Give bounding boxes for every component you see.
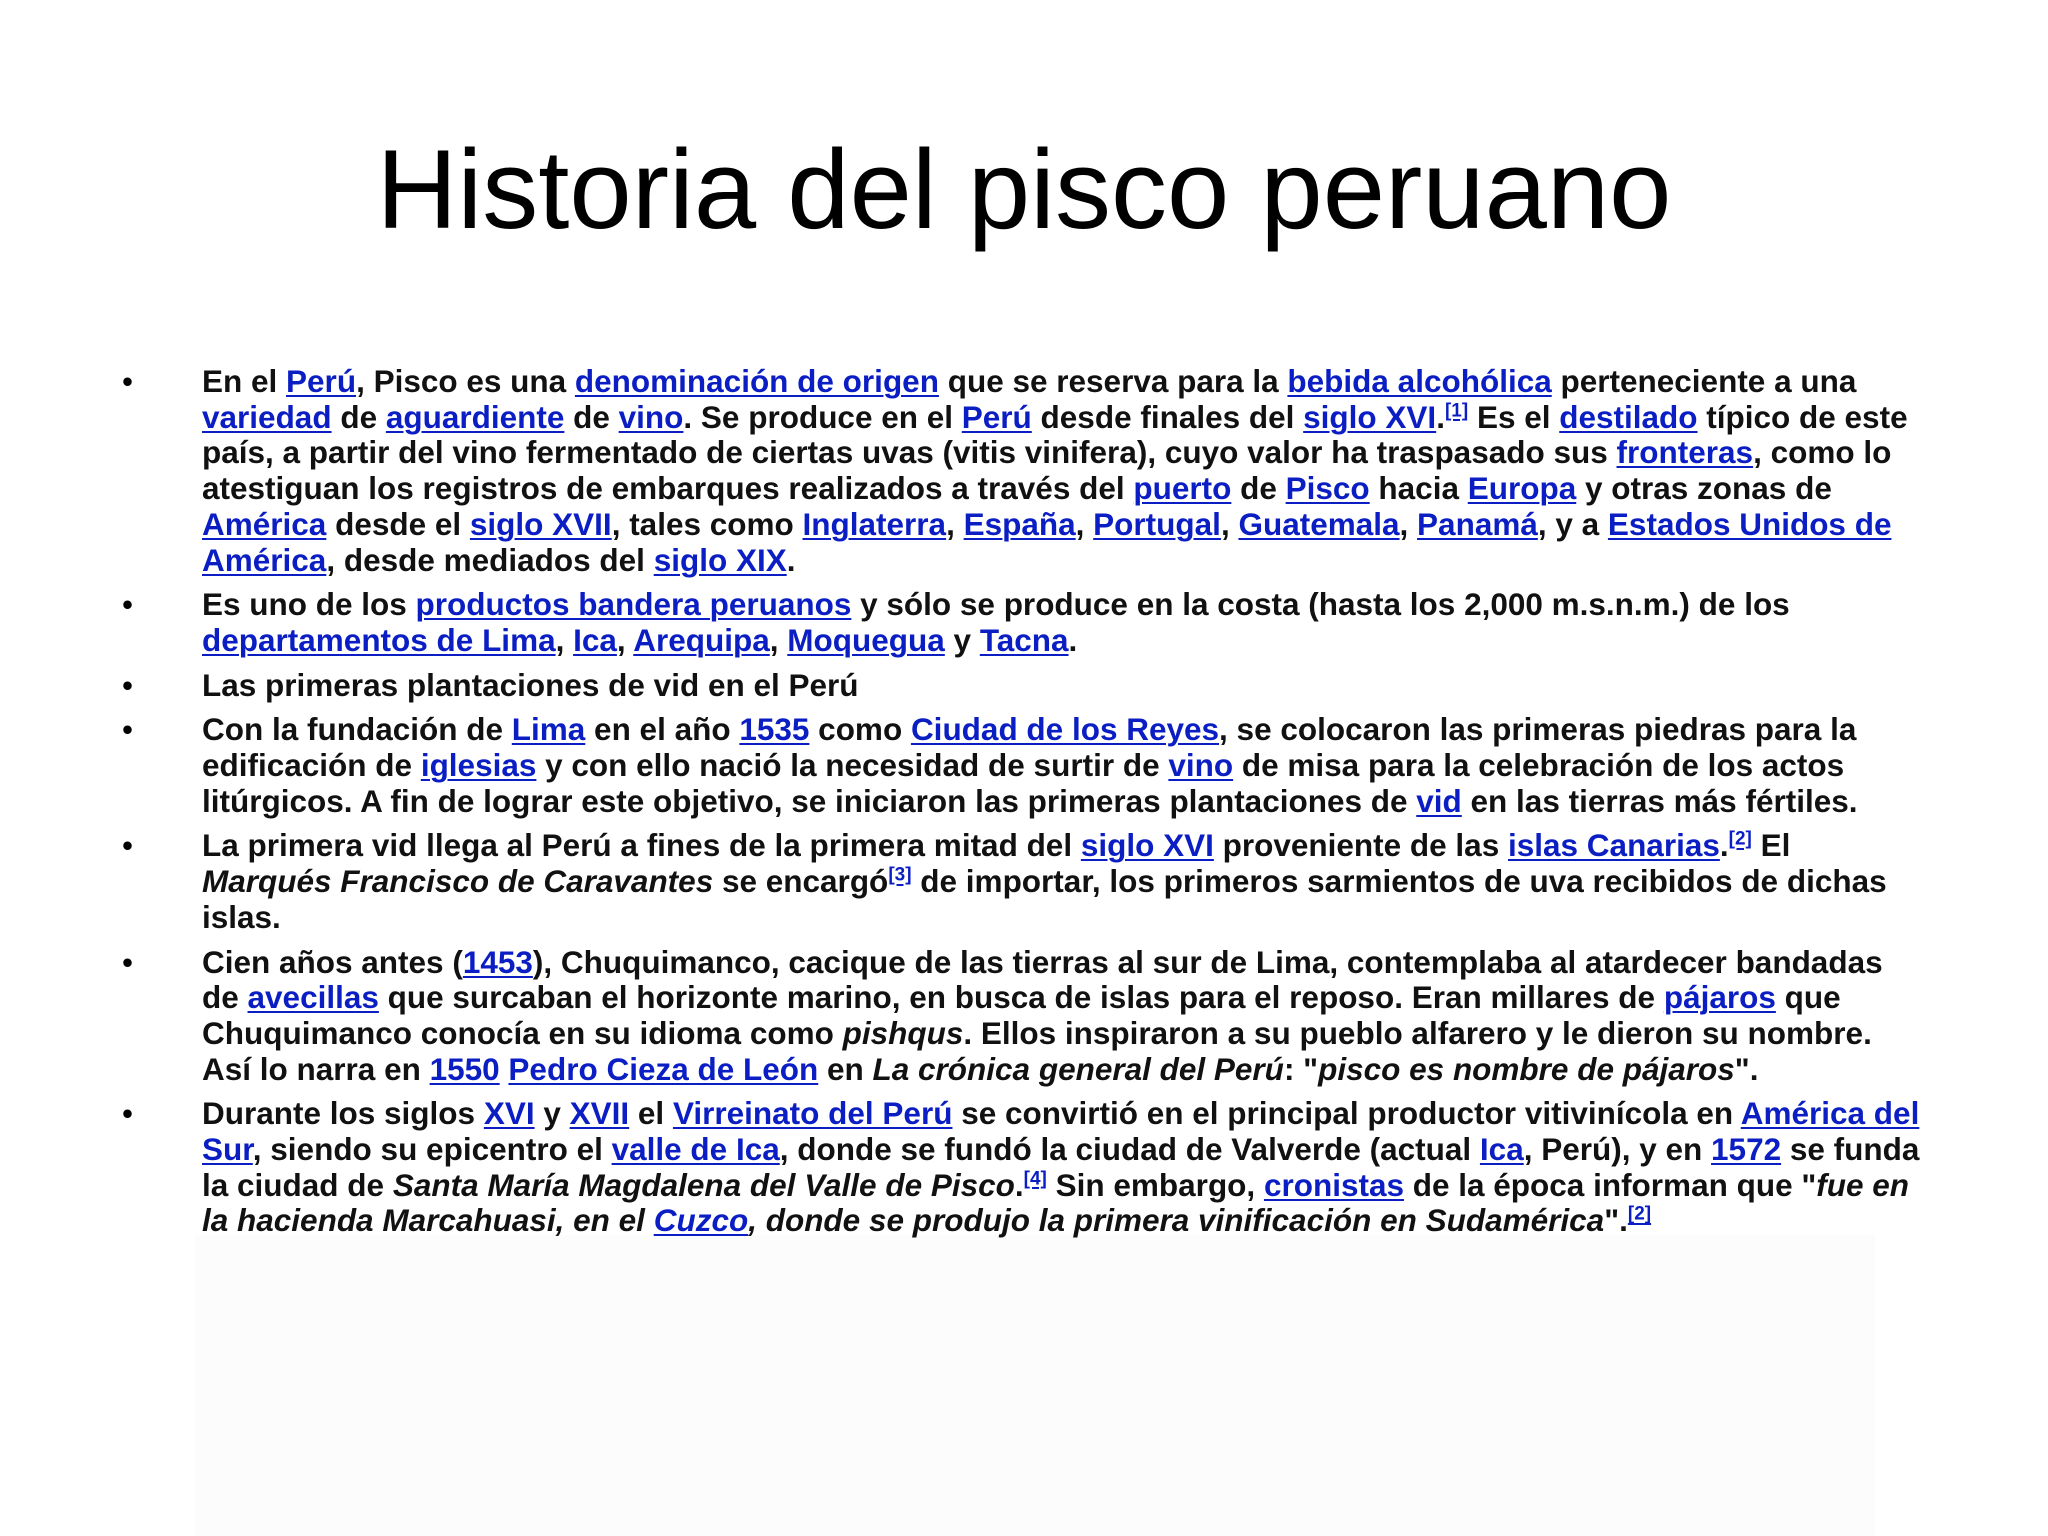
italic-text: La crónica general del Perú: [872, 1050, 1284, 1087]
text-run: Las primeras plantaciones de vid en el Perú: [202, 666, 859, 703]
text-run: , siendo su epicentro el: [252, 1131, 612, 1168]
hyperlink[interactable]: vino: [1168, 747, 1234, 784]
pasted-content-background: [195, 1235, 1875, 1536]
text-run: , tales como: [611, 505, 803, 542]
text-run: ,: [1399, 505, 1418, 542]
hyperlink[interactable]: 1535: [739, 711, 810, 748]
bullet-glyph: •: [122, 943, 134, 980]
hyperlink[interactable]: Guatemala: [1238, 505, 1400, 542]
hyperlink[interactable]: Portugal: [1093, 505, 1221, 542]
text-run: , Perú), y en: [1523, 1131, 1712, 1168]
text-run: de: [1231, 470, 1286, 507]
text-run: que Chuquimanco conocía en su idioma como: [202, 979, 1841, 1051]
superscript: [1729, 829, 1752, 850]
text-run: La primera vid llega al Perú a fines de la primera mitad del: [202, 827, 1081, 864]
text-run: , se colocaron las primeras piedras para la edificación de: [202, 711, 1857, 784]
hyperlink[interactable]: Perú: [286, 363, 357, 399]
text-run: hacia: [1369, 470, 1468, 507]
text-run: y sólo se produce en la costa (hasta los 2,000 m.s.n.m.) de los: [851, 586, 1790, 623]
hyperlink[interactable]: 1453: [462, 943, 533, 980]
slide-title: Historia del pisco peruano: [376, 127, 1672, 252]
text-run: ), Chuquimanco, cacique de las tierras al sur de Lima, contemplaba al atardecer bandadas de: [202, 943, 1883, 1016]
text-run: , y a: [1537, 505, 1608, 542]
hyperlink[interactable]: Ciudad de los Reyes: [910, 711, 1220, 748]
bullet-list: [122, 364, 1922, 1248]
hyperlink[interactable]: islas Canarias: [1507, 827, 1720, 864]
hyperlink[interactable]: Pisco: [1285, 470, 1370, 507]
text-run: y otras zonas de: [1576, 470, 1832, 507]
citation-link[interactable]: [4]: [1023, 1168, 1047, 1190]
text-run: ,: [616, 621, 634, 658]
text-run: ,: [1220, 505, 1239, 542]
hyperlink[interactable]: vino: [618, 398, 684, 435]
hyperlink[interactable]: avecillas: [247, 979, 379, 1016]
text-run: .: [1014, 1166, 1024, 1203]
text-run: de misa para la celebración de los actos litúrgicos. A fin de lograr este objetivo, se iniciaron las primeras plantaciones de: [202, 747, 1845, 819]
bullet-text: [202, 711, 1858, 818]
hyperlink[interactable]: vid: [1416, 782, 1462, 819]
hyperlink[interactable]: 1572: [1711, 1131, 1782, 1168]
text-run: perteneciente a una: [1551, 363, 1857, 399]
text-run: el: [629, 1095, 673, 1132]
text-run: se convirtió en el principal productor vitivinícola en: [952, 1095, 1741, 1132]
hyperlink[interactable]: Moquegua: [787, 621, 945, 658]
superscript: [1628, 1204, 1651, 1225]
hyperlink[interactable]: valle de Ica: [611, 1131, 780, 1168]
text-run: proveniente de las: [1213, 827, 1508, 864]
hyperlink[interactable]: iglesias: [420, 747, 537, 784]
text-run: Durante los siglos: [202, 1095, 484, 1132]
hyperlink[interactable]: XVII: [569, 1095, 630, 1132]
bullet-item: [122, 1096, 1922, 1239]
text-run: Sin embargo,: [1046, 1166, 1264, 1203]
text-run: de: [331, 398, 386, 435]
text-run: .: [1436, 398, 1445, 435]
hyperlink[interactable]: variedad: [202, 398, 332, 435]
text-run: .: [786, 541, 796, 578]
citation-link[interactable]: [2]: [1728, 828, 1752, 850]
text-run: ,: [555, 621, 574, 658]
text-run: desde el: [326, 505, 470, 542]
hyperlink[interactable]: puerto: [1133, 470, 1232, 507]
hyperlink[interactable]: Ica: [1479, 1131, 1524, 1168]
text-run: ".: [1604, 1202, 1628, 1239]
hyperlink[interactable]: Lima: [511, 711, 586, 748]
text-run: .: [1068, 621, 1078, 658]
bullet-glyph: •: [122, 666, 134, 703]
hyperlink[interactable]: denominación de origen: [574, 363, 939, 399]
italic-text: pisco es nombre de pájaros: [1318, 1050, 1735, 1087]
text-run: , donde se fundó la ciudad de Valverde (actual: [779, 1131, 1480, 1168]
hyperlink[interactable]: Arequipa: [633, 621, 770, 658]
text-run: se funda la ciudad de: [202, 1131, 1920, 1203]
text-run: como: [809, 711, 911, 748]
hyperlink[interactable]: fronteras: [1616, 434, 1754, 471]
bullet-glyph: •: [122, 827, 134, 864]
bullet-text: [202, 586, 1790, 658]
text-run: ".: [1734, 1050, 1759, 1087]
text-run: , Pisco es una: [356, 363, 575, 399]
text-run: que surcaban el horizonte marino, en busca de islas para el reposo. Eran millares de: [378, 979, 1664, 1016]
text-run: en las tierras más fértiles.: [1461, 782, 1858, 819]
hyperlink[interactable]: pájaros: [1663, 979, 1776, 1016]
hyperlink[interactable]: América: [202, 505, 327, 542]
text-run: Cien años antes (: [202, 943, 463, 980]
text-run: y: [534, 1095, 570, 1132]
hyperlink[interactable]: Europa: [1467, 470, 1577, 507]
text-run: Es el: [1468, 398, 1560, 435]
text-run: , desde mediados del: [326, 541, 654, 578]
hyperlink[interactable]: Pedro Cieza de León: [508, 1050, 819, 1087]
text-run: ,: [946, 505, 964, 542]
bullet-item: [122, 364, 1922, 578]
text-run: : ": [1283, 1050, 1319, 1087]
text-run: .: [1719, 827, 1729, 864]
hyperlink[interactable]: 1550: [429, 1050, 500, 1087]
hyperlink[interactable]: siglo XVI: [1303, 398, 1437, 435]
hyperlink[interactable]: Virreinato del Perú: [672, 1095, 953, 1132]
superscript: [1445, 400, 1468, 421]
bullet-glyph: •: [122, 363, 134, 399]
text-run: ,: [769, 621, 788, 658]
citation-link[interactable]: [1]: [1444, 400, 1469, 422]
bullet-glyph: •: [122, 1095, 134, 1132]
bullet-glyph: •: [122, 711, 134, 748]
hyperlink[interactable]: siglo XIX: [653, 541, 787, 578]
hyperlink[interactable]: cronistas: [1263, 1166, 1404, 1203]
italic-text: pishqus: [842, 1014, 964, 1051]
text-run: de la época informan que ": [1404, 1166, 1817, 1203]
text-run: en el año: [585, 711, 740, 748]
hyperlink[interactable]: destilado: [1559, 398, 1698, 435]
hyperlink[interactable]: Ica: [573, 621, 617, 658]
hyperlink[interactable]: Panamá: [1417, 505, 1538, 542]
hyperlink[interactable]: bebida alcohólica: [1287, 363, 1552, 399]
hyperlink[interactable]: Inglaterra: [802, 505, 947, 542]
text-run: En el: [202, 363, 287, 399]
bullet-text: [202, 944, 1883, 1087]
italic-text: fue en la hacienda Marcahuasi, en el: [202, 1166, 1910, 1239]
text-run: típico de este país, a partir del vino fermentado de ciertas uvas (vitis vinifera), cuyo valor ha traspasado sus: [202, 398, 1908, 471]
hyperlink[interactable]: XVI: [483, 1095, 535, 1132]
superscript: [888, 865, 911, 886]
italic-text: Marqués Francisco de Caravantes: [202, 863, 714, 900]
italic-text: Santa María Magdalena del Valle de Pisco: [392, 1166, 1015, 1203]
hyperlink[interactable]: Estados Unidos de América: [202, 505, 1892, 578]
text-run: . Se produce en el: [683, 398, 962, 435]
citation-link[interactable]: [2]: [1627, 1203, 1652, 1225]
hyperlink[interactable]: siglo XVII: [469, 505, 612, 542]
hyperlink[interactable]: Cuzco: [653, 1202, 749, 1239]
text-run: . Ellos inspiraron a su pueblo alfarero y le dieron su nombre. Así lo narra en: [202, 1014, 1872, 1087]
hyperlink[interactable]: productos bandera peruanos: [415, 586, 852, 623]
text-run: de importar, los primeros sarmientos de uva recibidos de dichas islas.: [202, 863, 1887, 935]
text-run: y con ello nació la necesidad de surtir de: [536, 747, 1169, 784]
hyperlink[interactable]: España: [963, 505, 1076, 542]
hyperlink[interactable]: siglo XVI: [1080, 827, 1214, 864]
bullet-item: [122, 587, 1922, 658]
text-run: y: [944, 621, 980, 658]
bullet-item: [122, 828, 1922, 935]
text-run: Es uno de los: [202, 586, 416, 623]
text-run: , como lo atestiguan los registros de embarques realizados a través del: [202, 434, 1892, 507]
hyperlink[interactable]: Perú: [961, 398, 1032, 435]
text-run: desde finales del: [1031, 398, 1304, 435]
text-run: Con la fundación de: [202, 711, 512, 748]
text-run: se encargó: [713, 863, 889, 900]
bullet-item: [122, 945, 1922, 1088]
text-run: ,: [1075, 505, 1094, 542]
bullet-text: [202, 363, 1908, 578]
hyperlink[interactable]: aguardiente: [385, 398, 565, 435]
hyperlink[interactable]: departamentos de Lima: [202, 621, 556, 658]
bullet-item: [122, 668, 1922, 704]
hyperlink[interactable]: América del Sur: [202, 1095, 1920, 1168]
italic-text: , donde se produjo la primera vinificación en Sudamérica: [748, 1202, 1605, 1239]
bullet-item: [122, 712, 1922, 819]
text-run: de: [564, 398, 619, 435]
superscript: [1024, 1168, 1047, 1189]
text-run: El: [1751, 827, 1791, 864]
hyperlink[interactable]: Tacna: [979, 621, 1069, 658]
text-run: que se reserva para la: [938, 363, 1288, 399]
bullet-text: [202, 827, 1887, 934]
citation-link[interactable]: [3]: [888, 864, 912, 886]
bullet-text: [202, 667, 859, 703]
italic-text: [654, 1202, 749, 1238]
bullet-glyph: •: [122, 586, 134, 623]
bullet-text: [202, 1095, 1919, 1238]
text-run: en: [818, 1050, 873, 1087]
